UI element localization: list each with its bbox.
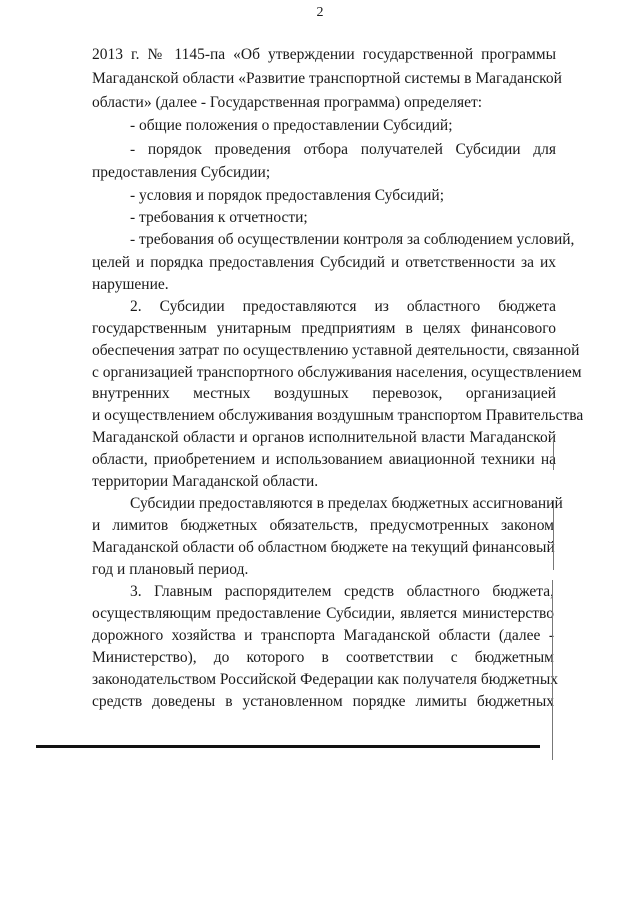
text-line: государственным унитарным предприятиям в целях финансового xyxy=(92,320,556,337)
scan-edge-mark xyxy=(553,440,554,470)
text-line: целей и порядка предоставления Субсидий и ответственности за их xyxy=(92,254,556,271)
paragraph-start: 3. Главным распорядителем средств областного бюджета, xyxy=(130,583,554,600)
text-line: области, приобретением и использованием авиационной техники на xyxy=(92,451,556,468)
scan-edge-mark xyxy=(553,500,554,570)
text-line: средств доведены в установленном порядке лимиты бюджетных xyxy=(92,693,554,710)
text-line: Магаданской области и органов исполнительной власти Магаданской xyxy=(92,429,556,446)
list-item: - требования об осуществлении контроля за соблюдением условий, xyxy=(130,231,575,248)
list-item: - общие положения о предоставлении Субсидий; xyxy=(130,117,453,134)
text-line: Магаданской области «Развитие транспортной системы в Магаданской xyxy=(92,70,562,87)
page-number: 2 xyxy=(316,5,324,20)
scan-edge-mark xyxy=(552,580,553,760)
text-line: с организацией транспортного обслуживания населения, осуществлением xyxy=(92,364,582,381)
text-line: и осуществлением обслуживания воздушным транспортом Правительства xyxy=(92,407,584,424)
paragraph-start: 2. Субсидии предоставляются из областного бюджета xyxy=(130,298,556,315)
text-line: осуществляющим предоставление Субсидии, является министерство xyxy=(92,605,554,622)
text-line: Министерство), до которого в соответствии с бюджетным xyxy=(92,649,554,666)
list-item: - условия и порядок предоставления Субсидий; xyxy=(130,187,445,204)
paragraph-start: Субсидии предоставляются в пределах бюджетных ассигнований xyxy=(130,495,563,512)
text-line: предоставления Субсидии; xyxy=(92,164,271,181)
text-line: год и плановый период. xyxy=(92,561,249,578)
text-line: нарушение. xyxy=(92,276,169,293)
list-item: - требования к отчетности; xyxy=(130,209,308,226)
text-line: области» (далее - Государственная программа) определяет: xyxy=(92,94,483,111)
text-line: 2013 г. № 1145-па «Об утверждении государственной программы xyxy=(92,46,556,63)
text-line: и лимитов бюджетных обязательств, предусмотренных законом xyxy=(92,517,554,534)
text-line: дорожного хозяйства и транспорта Магаданской области (далее - xyxy=(92,627,554,644)
footer-rule xyxy=(36,745,540,748)
text-line: обеспечения затрат по осуществлению уставной деятельности, связанной xyxy=(92,342,580,359)
text-line: Магаданской области об областном бюджете на текущий финансовый xyxy=(92,539,555,556)
text-line: внутренних местных воздушных перевозок, организацией xyxy=(92,385,556,402)
text-line: территории Магаданской области. xyxy=(92,473,319,490)
list-item: - порядок проведения отбора получателей Субсидии для xyxy=(130,141,556,158)
text-line: законодательством Российской Федерации как получателя бюджетных xyxy=(92,671,559,688)
